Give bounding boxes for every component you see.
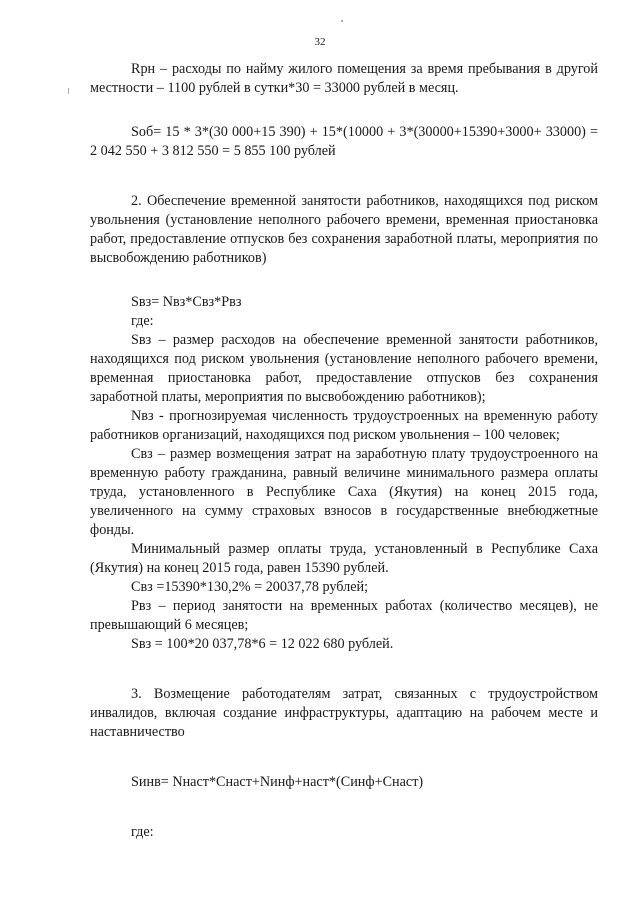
spacer — [90, 792, 598, 823]
spacer — [90, 161, 598, 192]
page-number: 32 — [314, 36, 326, 48]
spacer — [90, 742, 598, 773]
formula-svz: Sвз= Nвз*Свз*Рвз — [131, 294, 242, 310]
section-heading-2: 2. Обеспечение временной занятости работников, находящихся под риском увольнения (установление неполного рабочего времени, временная приостановка работ, предоставление отпусков без сохранения заработной платы, мероприятия по высвобождению работников) — [90, 193, 598, 266]
scan-margin-mark — [68, 88, 69, 94]
document-body — [90, 60, 598, 842]
formula-sob: Sоб= 15 * 3*(30 000+15 390) + 15*(10000 + 3*(30000+15390+3000+ 33000) = 2 042 550 + 3 812 550 = 5 855 100 рублей — [90, 124, 598, 159]
spacer — [90, 654, 598, 685]
definition-cvz: Свз – размер возмещения затрат на заработную плату трудоустроенного на временную работу гражданина, равный величине минимального размера оплаты труда, установленного в Республике Саха (Якутия) на конец 2015 года, увеличенного на сумму страховых взносов в государственные внебюджетные фонды. — [90, 446, 598, 538]
calculation-cvz: Свз =15390*130,2% = 20037,78 рублей; — [131, 579, 369, 595]
where-label: где: — [131, 313, 154, 329]
definition-svz: Sвз – размер расходов на обеспечение временной занятости работников, находящихся под риском увольнения (установление неполного рабочего времени, временная приостановка работ, предоставление отпусков без сохранения заработной платы, мероприятия по высвобождению работников); — [90, 332, 598, 405]
calculation-svz: Sвз = 100*20 037,78*6 = 12 022 680 рублей. — [131, 636, 394, 652]
paragraph-rrn-definition: Rрн – расходы по найму жилого помещения за время пребывания в другой местности – 1100 рублей в сутки*30 = 33000 рублей в месяц. — [90, 61, 598, 96]
scan-dot — [341, 20, 343, 22]
spacer — [90, 268, 598, 293]
paragraph-mrot: Минимальный размер оплаты труда, установленный в Республике Саха (Якутия) на конец 2015 года, равен 15390 рублей. — [90, 541, 598, 576]
definition-rvz: Рвз – период занятости на временных работах (количество месяцев), не превышающий 6 месяцев; — [90, 598, 598, 633]
section-heading-3: 3. Возмещение работодателям затрат, связанных с трудоустройством инвалидов, включая создание инфраструктуры, адаптацию на рабочем месте и наставничество — [90, 686, 598, 740]
where-label-2: где: — [131, 824, 154, 840]
definition-nvz: Nвз - прогнозируемая численность трудоустроенных на временную работу работников организаций, находящихся под риском увольнения – 100 человек; — [90, 408, 598, 443]
formula-sinv: Sинв= Nнаст*Снаст+Nинф+наст*(Синф+Снаст) — [131, 774, 424, 790]
spacer — [90, 98, 598, 123]
